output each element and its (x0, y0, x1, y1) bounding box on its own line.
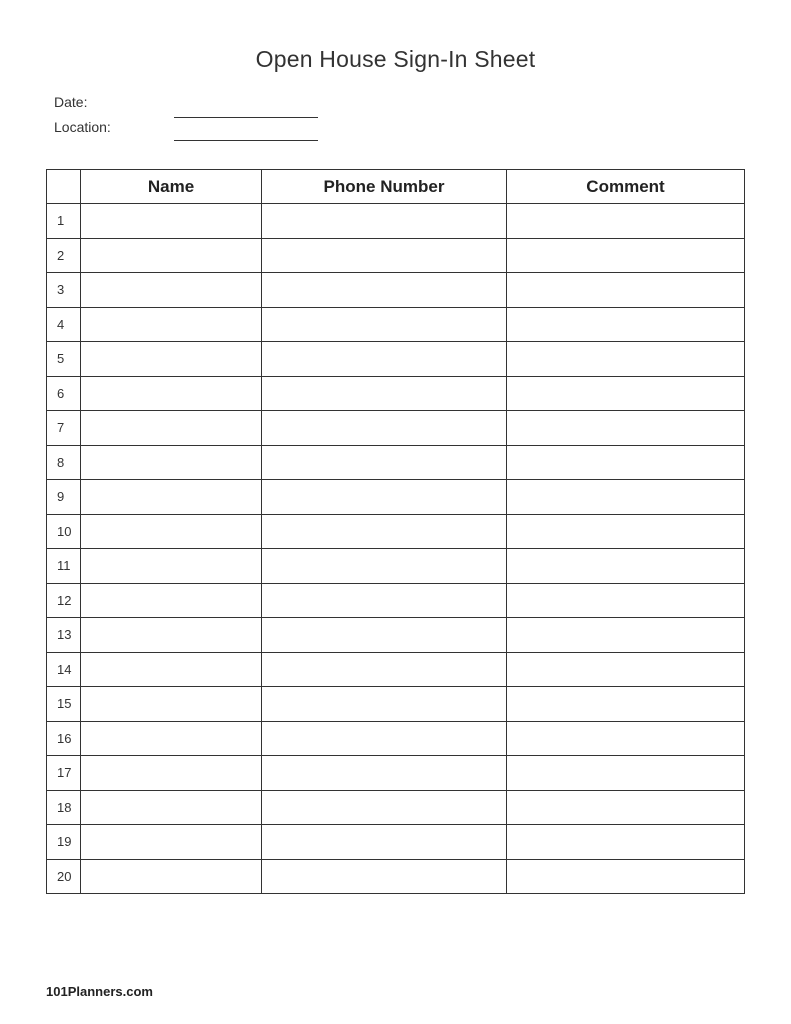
row-number: 13 (47, 618, 81, 653)
table-row (47, 652, 745, 687)
phone-number-cell[interactable] (262, 376, 507, 411)
name-cell[interactable] (81, 825, 262, 860)
phone-number-cell[interactable] (262, 721, 507, 756)
phone-number-cell[interactable] (262, 411, 507, 446)
row-number: 17 (47, 756, 81, 791)
phone-number-cell[interactable] (262, 583, 507, 618)
name-cell[interactable] (81, 721, 262, 756)
table-row (47, 307, 745, 342)
table-row (47, 514, 745, 549)
table-row (47, 618, 745, 653)
comment-cell[interactable] (507, 480, 745, 515)
comment-cell[interactable] (507, 687, 745, 722)
row-number: 16 (47, 721, 81, 756)
name-cell[interactable] (81, 238, 262, 273)
phone-number-cell[interactable] (262, 307, 507, 342)
phone-number-cell[interactable] (262, 618, 507, 653)
phone-number-cell[interactable] (262, 238, 507, 273)
column-header-number (47, 170, 81, 204)
row-number: 12 (47, 583, 81, 618)
comment-cell[interactable] (507, 273, 745, 308)
table-row (47, 859, 745, 894)
comment-cell[interactable] (507, 204, 745, 239)
row-number: 14 (47, 652, 81, 687)
phone-number-cell[interactable] (262, 342, 507, 377)
table-row (47, 480, 745, 515)
name-cell[interactable] (81, 687, 262, 722)
row-number: 10 (47, 514, 81, 549)
phone-number-cell[interactable] (262, 204, 507, 239)
table-body (47, 204, 745, 894)
table-row (47, 549, 745, 584)
table-row (47, 204, 745, 239)
location-line[interactable] (174, 140, 318, 141)
table-header-row (47, 170, 745, 204)
phone-number-cell[interactable] (262, 859, 507, 894)
column-header-phone-number: Phone Number (262, 170, 507, 204)
name-cell[interactable] (81, 652, 262, 687)
name-cell[interactable] (81, 618, 262, 653)
row-number: 3 (47, 273, 81, 308)
table-row (47, 721, 745, 756)
table-row (47, 376, 745, 411)
column-header-comment: Comment (507, 170, 745, 204)
name-cell[interactable] (81, 480, 262, 515)
table-row (47, 583, 745, 618)
table-row (47, 790, 745, 825)
row-number: 4 (47, 307, 81, 342)
phone-number-cell[interactable] (262, 445, 507, 480)
row-number: 11 (47, 549, 81, 584)
row-number: 1 (47, 204, 81, 239)
phone-number-cell[interactable] (262, 273, 507, 308)
name-cell[interactable] (81, 342, 262, 377)
comment-cell[interactable] (507, 514, 745, 549)
row-number: 18 (47, 790, 81, 825)
comment-cell[interactable] (507, 411, 745, 446)
footer-brand: 101Planners.com (46, 984, 153, 999)
phone-number-cell[interactable] (262, 514, 507, 549)
phone-number-cell[interactable] (262, 756, 507, 791)
row-number: 6 (47, 376, 81, 411)
phone-number-cell[interactable] (262, 790, 507, 825)
name-cell[interactable] (81, 204, 262, 239)
date-line[interactable] (174, 117, 318, 118)
table-row (47, 445, 745, 480)
comment-cell[interactable] (507, 445, 745, 480)
name-cell[interactable] (81, 411, 262, 446)
comment-cell[interactable] (507, 721, 745, 756)
comment-cell[interactable] (507, 790, 745, 825)
row-number: 8 (47, 445, 81, 480)
table-row (47, 411, 745, 446)
row-number: 15 (47, 687, 81, 722)
table-row (47, 273, 745, 308)
sign-in-table (46, 169, 745, 894)
row-number: 20 (47, 859, 81, 894)
comment-cell[interactable] (507, 549, 745, 584)
comment-cell[interactable] (507, 238, 745, 273)
row-number: 19 (47, 825, 81, 860)
name-cell[interactable] (81, 756, 262, 791)
table-row (47, 825, 745, 860)
row-number: 9 (47, 480, 81, 515)
phone-number-cell[interactable] (262, 549, 507, 584)
name-cell[interactable] (81, 859, 262, 894)
location-label: Location: (54, 119, 111, 135)
comment-cell[interactable] (507, 618, 745, 653)
comment-cell[interactable] (507, 342, 745, 377)
name-cell[interactable] (81, 445, 262, 480)
name-cell[interactable] (81, 376, 262, 411)
table-row (47, 756, 745, 791)
row-number: 7 (47, 411, 81, 446)
table-row (47, 238, 745, 273)
phone-number-cell[interactable] (262, 480, 507, 515)
name-cell[interactable] (81, 583, 262, 618)
column-header-name: Name (81, 170, 262, 204)
table-row (47, 687, 745, 722)
comment-cell[interactable] (507, 652, 745, 687)
comment-cell[interactable] (507, 583, 745, 618)
comment-cell[interactable] (507, 307, 745, 342)
row-number: 5 (47, 342, 81, 377)
comment-cell[interactable] (507, 825, 745, 860)
comment-cell[interactable] (507, 376, 745, 411)
phone-number-cell[interactable] (262, 825, 507, 860)
name-cell[interactable] (81, 307, 262, 342)
name-cell[interactable] (81, 790, 262, 825)
date-label: Date: (54, 94, 88, 110)
name-cell[interactable] (81, 273, 262, 308)
phone-number-cell[interactable] (262, 687, 507, 722)
comment-cell[interactable] (507, 756, 745, 791)
name-cell[interactable] (81, 514, 262, 549)
phone-number-cell[interactable] (262, 652, 507, 687)
name-cell[interactable] (81, 549, 262, 584)
row-number: 2 (47, 238, 81, 273)
page-title: Open House Sign-In Sheet (255, 46, 536, 72)
table-row (47, 342, 745, 377)
comment-cell[interactable] (507, 859, 745, 894)
